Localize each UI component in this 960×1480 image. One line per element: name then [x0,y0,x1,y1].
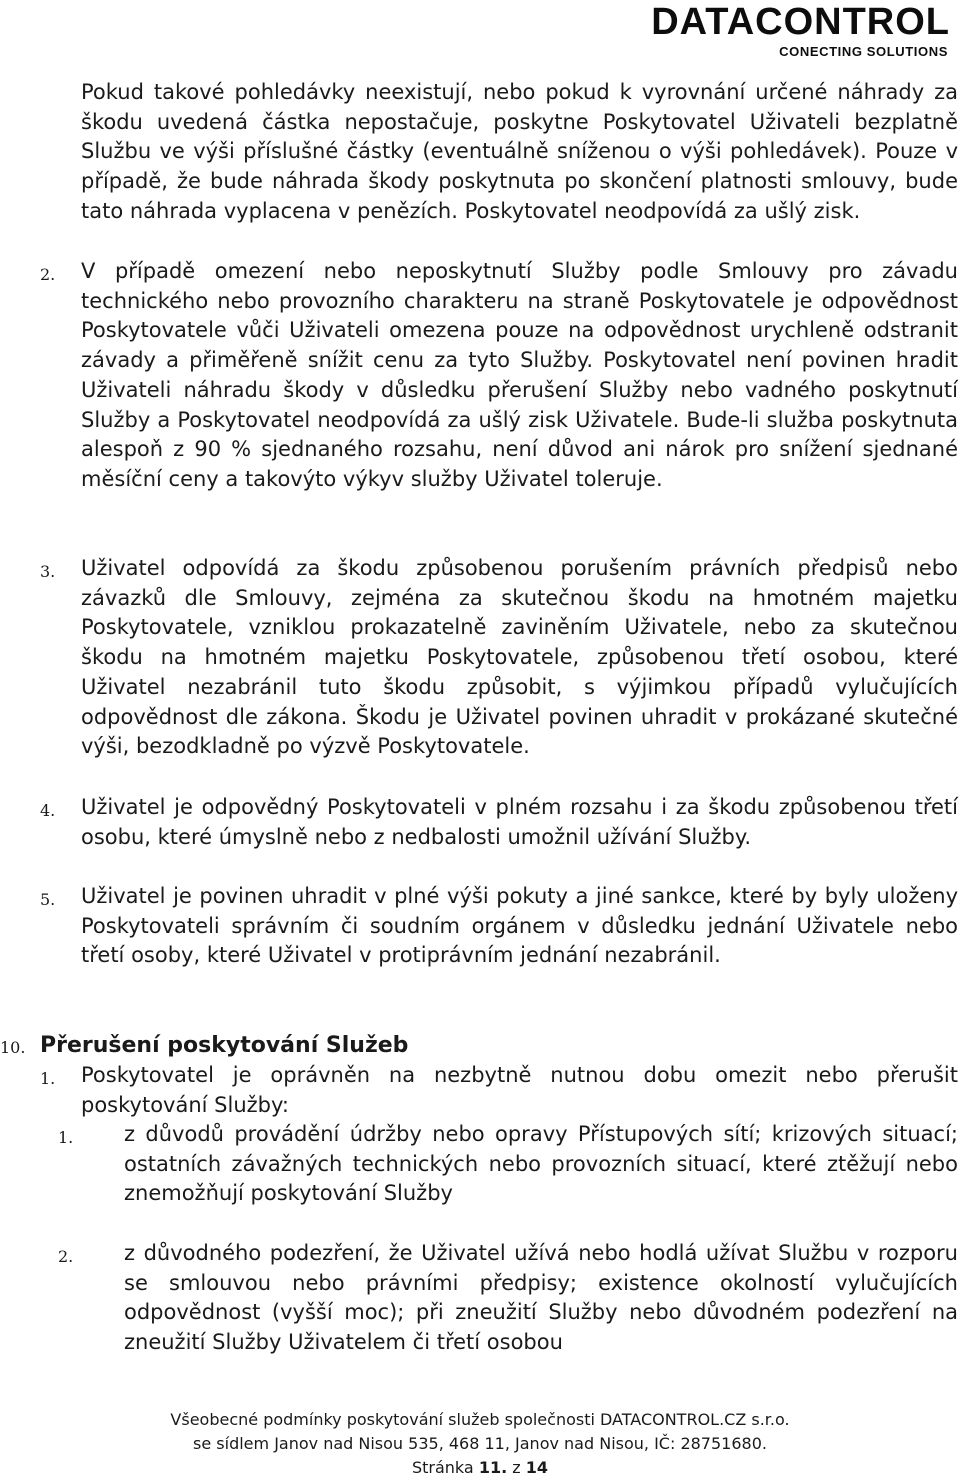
sublist-item-text: z důvodného podezření, že Uživatel užívá nebo hodlá užívat Službu v rozporu se smlouvou nebo právními předpisy; existence okolností vylučujících odpovědnost (vyšší moc); při zneužití Služby nebo důvodném podezření na zneužití Služby Uživatelem či třetí osobou [124,1241,958,1355]
section-heading: Přerušení poskytování Služeb [40,1033,409,1058]
page-of: z [512,1458,521,1477]
list-item-text: Uživatel je odpovědný Poskytovateli v plném rozsahu i za škodu způsobenou třetí osobu, které úmyslně nebo z nedbalosti umožnil užívání Služby. [81,795,958,849]
page-number [0,1456,960,1480]
list-item-text: Uživatel je povinen uhradit v plné výši pokuty a jiné sankce, které by byly uloženy Poskytovateli správním či soudním orgánem v důsledku jednání Uživatele nebo třetí osoby, které Uživatel v protiprávním jednání nezabránil. [81,884,958,968]
logo-tagline: CONECTING SOLUTIONS [779,44,948,59]
list-item-text: Poskytovatel je oprávněn na nezbytně nutnou dobu omezit nebo přerušit poskytování Služby: [81,1063,958,1117]
page-label: Stránka [411,1458,474,1477]
sublist-item-text: z důvodů provádění údržby nebo opravy Přístupových sítí; krizových situací; ostatních závažných technických nebo provozních situací, které ztěžují nebo znemožňují poskytování Služby [124,1122,958,1206]
intro-paragraph: Pokud takové pohledávky neexistují, nebo pokud k vyrovnání určené náhrady za škodu uvedená částka nepostačuje, poskytne Poskytovatel Uživateli bezplatně Službu ve výši příslušné částky (eventuálně sníženou o výši pohledávek). Pouze v případě, že bude náhrada škody poskytnuta po skončení platnosti smlouvy, bude tato náhrada vyplacena v penězích. Poskytovatel neodpovídá za ušlý zisk. [81,80,958,223]
section-number: 10. [0,1038,26,1057]
list-item-number: 4. [40,801,56,820]
page-total: 14 [525,1458,549,1477]
list-item-number: 1. [40,1069,56,1088]
footer-address-line: se sídlem Janov nad Nisou 535, 468 11, Janov nad Nisou, IČ: 28751680. [193,1434,767,1453]
page-footer [0,1408,960,1480]
sublist-item-number: 1. [58,1128,74,1147]
list-item-text: V případě omezení nebo neposkytnutí Služby podle Smlouvy pro závadu technického nebo provozního charakteru na straně Poskytovatele je odpovědnost Poskytovatele vůči Uživateli omezena pouze na odpovědnost urychleně odstranit závady a přiměřeně snížit cenu za tyto Služby. Poskytovatel není povinen hradit Uživateli náhradu škody v důsledku přerušení Služby nebo vadného poskytnutí Služby a Poskytovatel neodpovídá za ušlý zisk Uživatele. Bude-li služba poskytnuta alespoň z 90 % sjednaného rozsahu, není důvod ani nárok pro snížení sjednané měsíční ceny a takovýto výkyv služby Uživatel toleruje. [81,259,958,491]
footer-company-line: Všeobecné podmínky poskytování služeb společnosti DATACONTROL.CZ s.r.o. [170,1410,790,1429]
company-logo [651,2,950,59]
sublist-item-number: 2. [58,1247,74,1266]
list-item-text: Uživatel odpovídá za škodu způsobenou porušením právních předpisů nebo závazků dle Smlouvy, zejména za skutečnou škodu na hmotném majetku Poskytovatele, vzniklou prokazatelně zaviněním Uživatele, nebo za skutečnou škodu na hmotném majetku Poskytovatele, způsobenou třetí osobou, které Uživatel nezabránil tuto škodu způsobit, s výjimkou případů vylučujících odpovědnost dle zákona. Škodu je Uživatel povinen uhradit v prokázané skutečné výši, bezodkladně po výzvě Poskytovatele. [81,556,958,759]
list-item-number: 2. [40,265,56,284]
logo-wordmark: DATACONTROL [651,1,950,43]
page-current: 11. [478,1458,508,1477]
list-item-number: 3. [40,562,56,581]
list-item-number: 5. [40,890,56,909]
